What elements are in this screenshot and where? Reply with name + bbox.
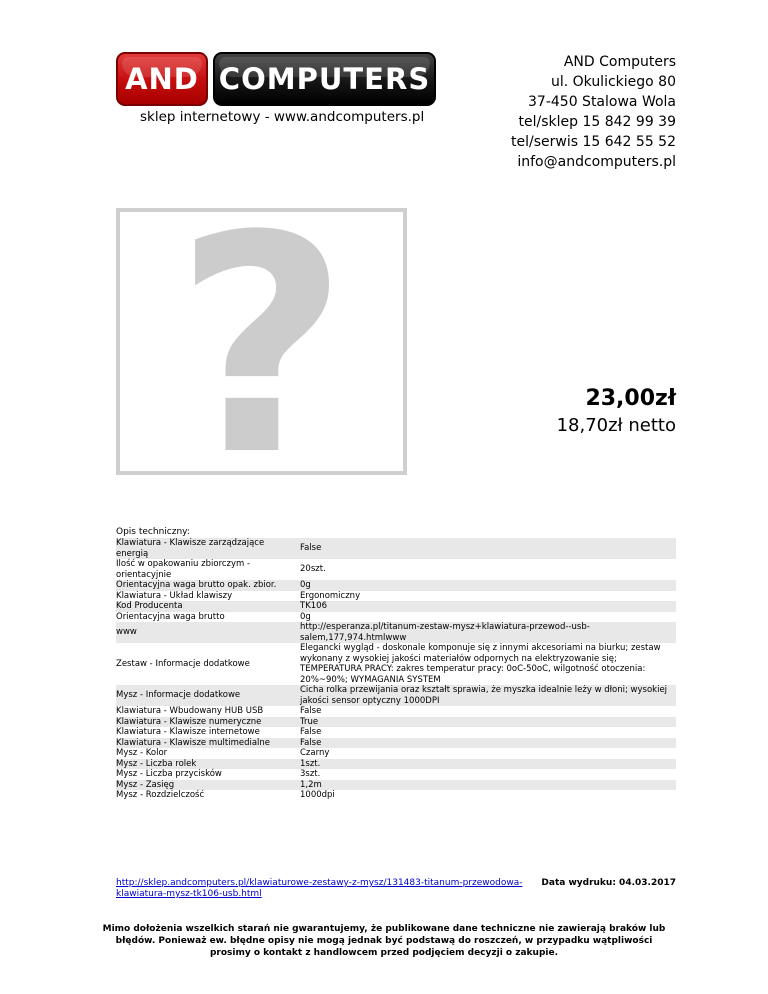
company-logo (116, 52, 436, 108)
spec-row (116, 612, 676, 623)
spec-value: False (300, 737, 322, 748)
spec-value: False (300, 727, 322, 737)
spec-value: 0g (300, 611, 311, 622)
spec-label: Mysz - Zasięg (116, 779, 175, 790)
spec-label: Mysz - Rozdzielczość (116, 790, 205, 800)
spec-row (116, 601, 676, 612)
spec-value: 1szt. (300, 758, 321, 769)
spec-label: Orientacyjna waga brutto (116, 611, 225, 622)
spec-row (116, 622, 676, 643)
spec-label: Klawiatura - Układ klawiszy (116, 590, 233, 601)
price-gross: 23,00zł (585, 386, 676, 411)
spec-row (116, 591, 676, 602)
question-mark-icon: ? (174, 208, 349, 475)
spec-label: Zestaw - Informacje dodatkowe (116, 658, 250, 669)
spec-row (116, 559, 676, 580)
spec-label: Klawiatura - Klawisze numeryczne (116, 716, 262, 727)
spec-row (116, 759, 676, 770)
spec-label: Klawiatura - Klawisze multimedialne (116, 737, 271, 748)
print-date: Data wydruku: 04.03.2017 (541, 878, 676, 888)
spec-label: Kod Producenta (116, 601, 183, 611)
logo-and-part: AND (116, 52, 208, 106)
spec-value: Czarny (300, 748, 330, 758)
spec-row (116, 780, 676, 791)
spec-row (116, 717, 676, 728)
spec-label: Mysz - Liczba rolek (116, 758, 197, 769)
spec-label: Klawiatura - Klawisze zarządzające energią (116, 538, 265, 559)
spec-value: 0g (300, 580, 311, 590)
spec-label: Mysz - Kolor (116, 748, 168, 758)
spec-label: Orientacyjna waga brutto opak. zbior. (116, 580, 277, 590)
spec-label: Klawiatura - Klawisze internetowe (116, 727, 260, 737)
spec-row (116, 727, 676, 738)
spec-value: 3szt. (300, 769, 321, 779)
spec-value: False (300, 543, 322, 554)
specs-title: Opis techniczny: (116, 527, 190, 537)
price-net: 18,70zł netto (556, 415, 676, 436)
spec-value: 1000dpi (300, 790, 335, 800)
spec-row (116, 706, 676, 717)
disclaimer: Mimo dołożenia wszelkich starań nie gwarantujemy, że publikowane dane techniczne nie zawierają braków lub błędów. Ponieważ ew. błędne opisy nie mogą jednak być podstawą do roszczeń, w przypadku wątpliwości prosimy o kontakt z handlowcem przed podjęciem decyzji o zakupie. (102, 924, 666, 958)
spec-value: 1,2m (300, 779, 322, 790)
logo-computers-part: COMPUTERS (213, 52, 436, 106)
spec-value: 20szt. (300, 564, 326, 575)
spec-row (116, 790, 676, 801)
company-city: 37-450 Stalowa Wola (528, 94, 676, 110)
spec-value: Ergonomiczny (300, 590, 361, 601)
specs-table (116, 538, 676, 801)
spec-row (116, 643, 676, 685)
spec-row (116, 748, 676, 759)
spec-value: Cicha rolka przewijania oraz kształt sprawia, że myszka idealnie leży w dłoni; wysokiej jakości sensor optyczny 1000DPI (300, 685, 668, 706)
company-name: AND Computers (563, 54, 676, 70)
spec-value: TK106 (300, 601, 327, 611)
company-address (511, 52, 676, 172)
spec-row (116, 685, 676, 706)
spec-row (116, 738, 676, 749)
spec-value: http://esperanza.pl/titanum-zestaw-mysz+klawiatura-przewod--usb-salem,177,974.htmlwww (300, 622, 590, 643)
company-phone-shop: tel/sklep 15 842 99 39 (518, 114, 676, 130)
spec-label: Mysz - Informacje dodatkowe (116, 690, 241, 701)
spec-value: Elegancki wygląd - doskonale komponuje się z innymi akcesoriami na biurku; zestaw wykonany z wysokiej jakości materiałów odpornych na elektryzowanie się; TEMPERATURA PRACY: zakres temperatur pracy: 0oC-50oC, wilgotność otoczenia: 20%~90%; WYMAGANIA SYSTEM (300, 643, 661, 685)
product-image-placeholder (116, 208, 407, 475)
spec-value: True (300, 716, 319, 727)
company-phone-service: tel/serwis 15 642 55 52 (511, 134, 676, 150)
company-email: info@andcomputers.pl (517, 154, 676, 170)
spec-label: www (116, 627, 137, 638)
spec-label: Klawiatura - Wbudowany HUB USB (116, 706, 264, 716)
spec-label: Mysz - Liczba przycisków (116, 769, 222, 779)
spec-row (116, 538, 676, 559)
spec-row (116, 769, 676, 780)
spec-label: Ilość w opakowaniu zbiorczym - orientacyjnie (116, 559, 251, 580)
shop-url: sklep internetowy - www.andcomputers.pl (140, 109, 425, 125)
spec-value: False (300, 706, 322, 716)
product-page-link[interactable]: http://sklep.andcomputers.pl/klawiaturowe-zestawy-z-mysz/131483-titanum-przewodowa-klawiatura-mysz-tk106-usb.html (116, 878, 523, 899)
company-street: ul. Okulickiego 80 (550, 74, 676, 90)
spec-row (116, 580, 676, 591)
